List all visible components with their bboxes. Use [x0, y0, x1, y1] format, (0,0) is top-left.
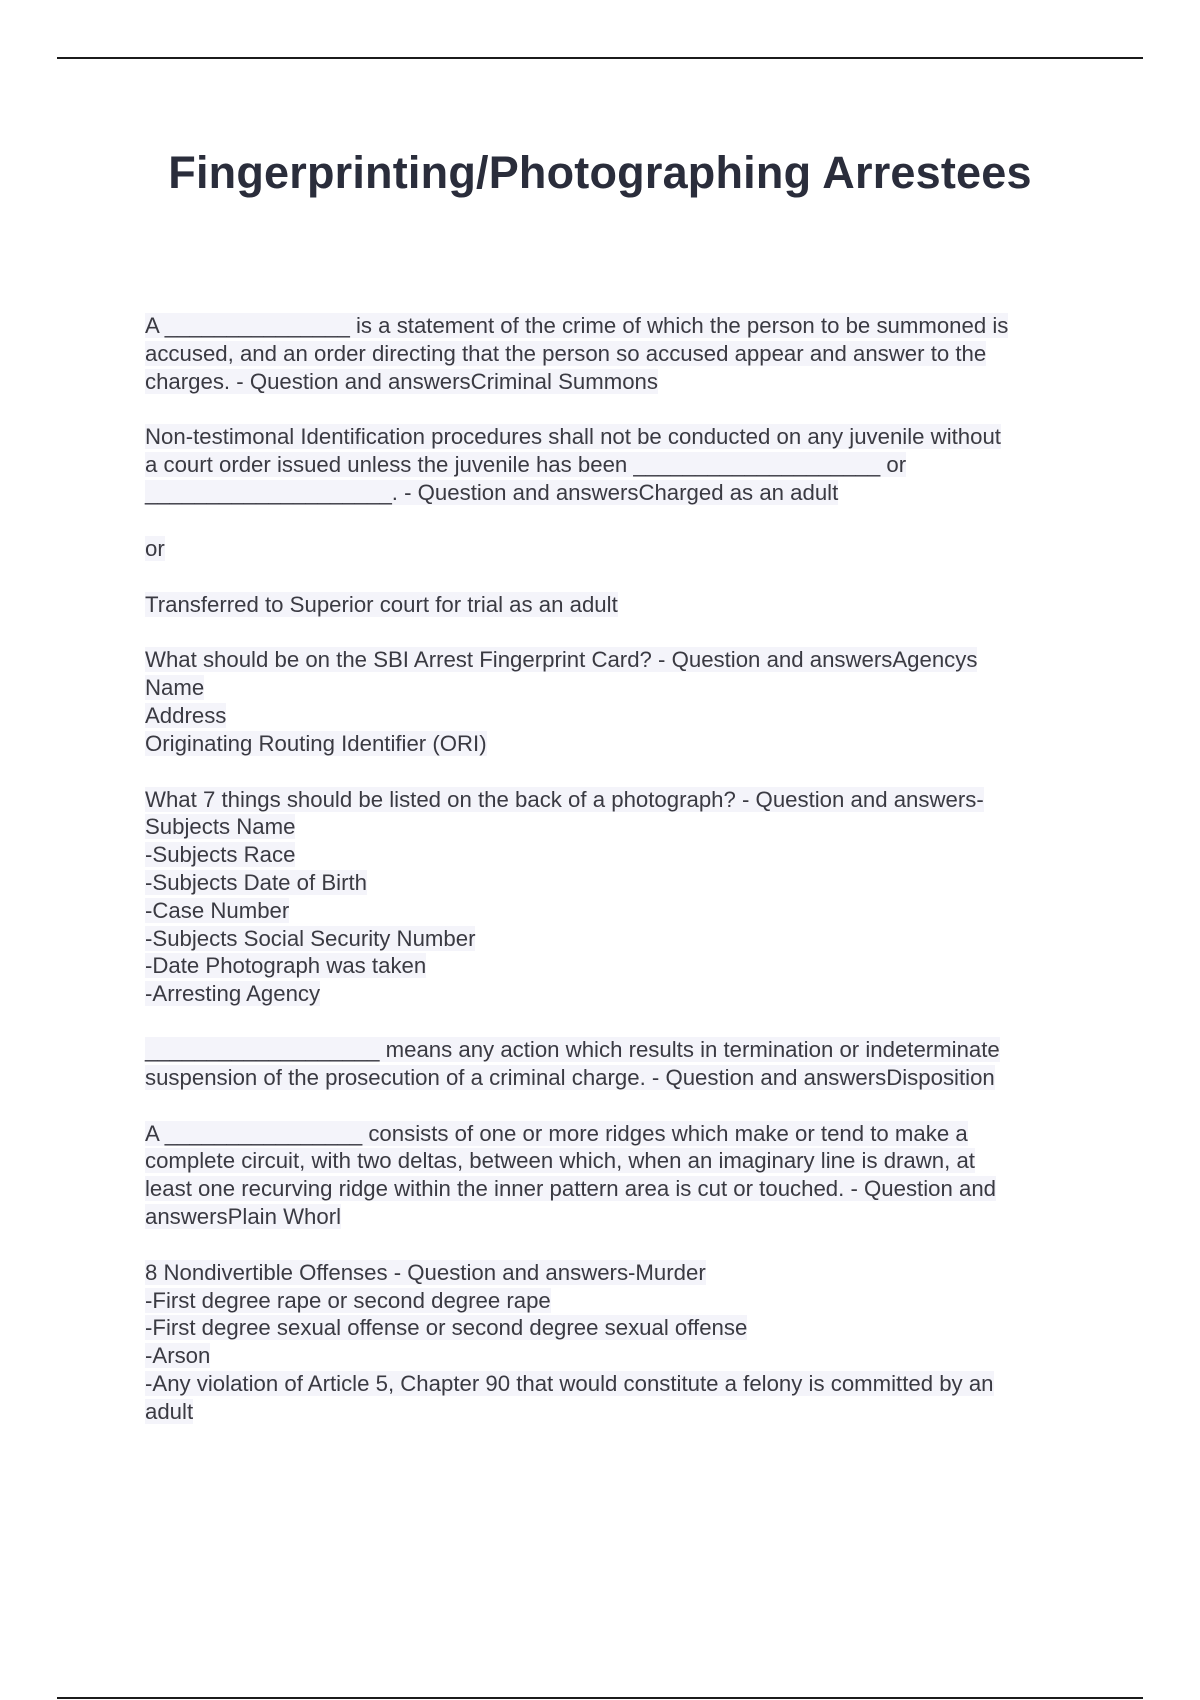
text-line: suspension of the prosecution of a criminal charge. - Question and answersDisposition [145, 1064, 995, 1090]
qa-paragraph [145, 591, 1080, 619]
text-line: or [145, 535, 165, 561]
qa-paragraph [145, 535, 1080, 563]
text-line: Subjects Name [145, 814, 296, 840]
text-line: Transferred to Superior court for trial as an adult [145, 591, 618, 617]
text-line: accused, and an order directing that the person so accused appear and answer to the [145, 340, 987, 366]
qa-paragraph [145, 1036, 1080, 1092]
text-line: complete circuit, with two deltas, between which, when an imaginary line is drawn, at [145, 1148, 975, 1174]
text-line: -First degree sexual offense or second degree sexual offense [145, 1315, 748, 1341]
qa-paragraph [145, 1120, 1080, 1231]
text-line: answersPlain Whorl [145, 1203, 342, 1229]
text-line: a court order issued unless the juvenile has been ____________________ or [145, 452, 907, 478]
text-line: -Date Photograph was taken [145, 953, 427, 979]
text-line: Originating Routing Identifier (ORI) [145, 730, 487, 756]
text-line: -Subjects Race [145, 842, 296, 868]
text-line: -Arson [145, 1343, 211, 1369]
qa-paragraph [145, 786, 1080, 1008]
qa-paragraph [145, 312, 1080, 395]
text-line: adult [145, 1398, 194, 1424]
text-line: What should be on the SBI Arrest Fingerprint Card? - Question and answersAgencys [145, 647, 978, 673]
text-line: -Case Number [145, 897, 290, 923]
text-line: charges. - Question and answersCriminal Summons [145, 368, 658, 394]
text-line: 8 Nondivertible Offenses - Question and answers-Murder [145, 1259, 706, 1285]
bottom-rule [57, 1697, 1143, 1699]
text-line: What 7 things should be listed on the back of a photograph? - Question and answers- [145, 786, 984, 812]
text-line: Non-testimonal Identification procedures shall not be conducted on any juvenile without [145, 424, 1001, 450]
text-line: -Subjects Date of Birth [145, 869, 367, 895]
qa-paragraph [145, 646, 1080, 757]
text-line: ____________________. - Question and answersCharged as an adult [145, 479, 839, 505]
page-title: Fingerprinting/Photographing Arrestees [168, 147, 1032, 198]
text-line: -Any violation of Article 5, Chapter 90 that would constitute a felony is committed by an [145, 1370, 994, 1396]
top-rule [57, 57, 1143, 59]
text-line: ___________________ means any action which results in termination or indeterminate [145, 1036, 1000, 1062]
qa-paragraph [145, 423, 1080, 506]
text-line: A ________________ consists of one or more ridges which make or tend to make a [145, 1120, 968, 1146]
document-body [145, 312, 1080, 1454]
text-line: Address [145, 702, 227, 728]
text-line: -First degree rape or second degree rape [145, 1287, 551, 1313]
qa-paragraph [145, 1259, 1080, 1426]
text-line: Name [145, 675, 205, 701]
text-line: -Arresting Agency [145, 981, 321, 1007]
text-line: least one recurving ridge within the inner pattern area is cut or touched. - Question and [145, 1176, 997, 1202]
text-line: A _______________ is a statement of the crime of which the person to be summoned is [145, 313, 1009, 338]
text-line: -Subjects Social Security Number [145, 925, 476, 951]
